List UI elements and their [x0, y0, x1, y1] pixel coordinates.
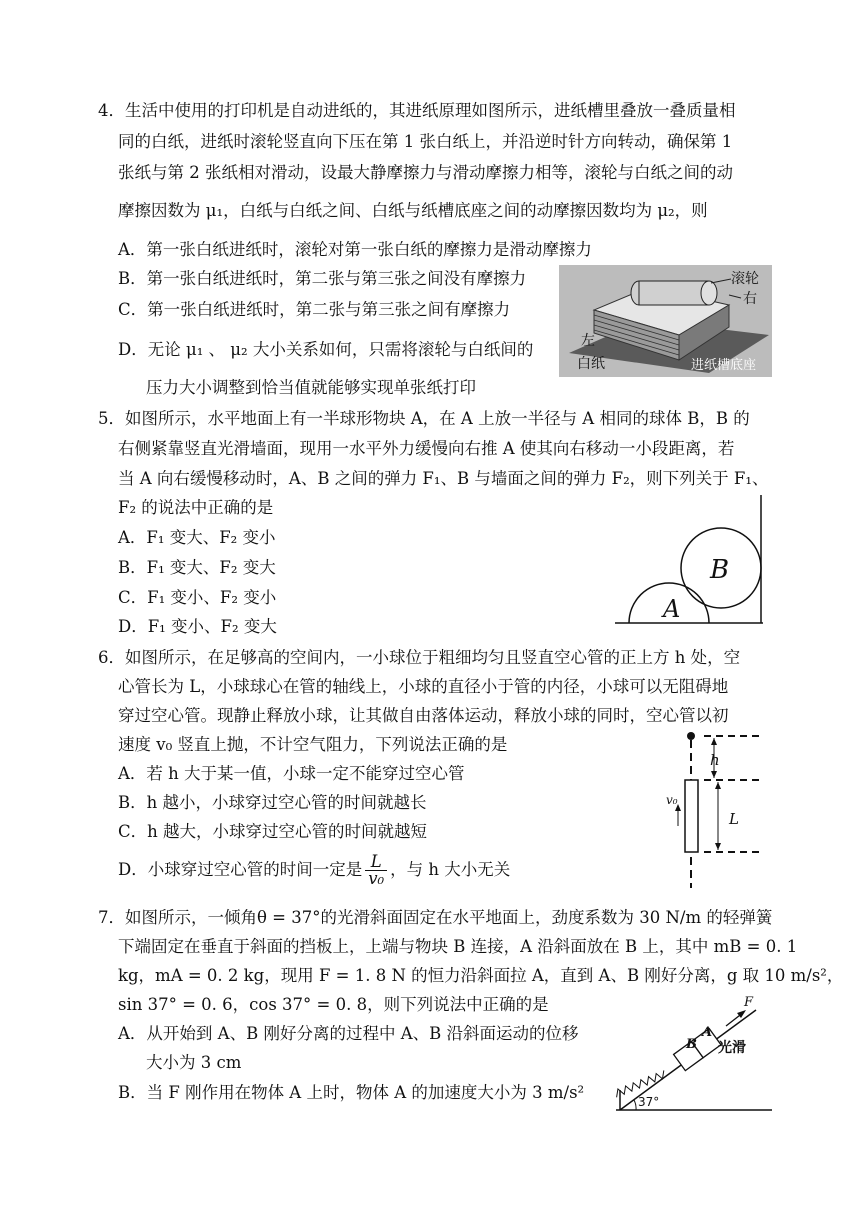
fraction-denominator: v₀: [368, 869, 385, 888]
hemisphere-sphere-figure: [615, 490, 770, 628]
right-label: 右: [743, 291, 757, 307]
q5-stem-line-3: 当 A 向右缓慢移动时，A、B 之间的弹力 F₁、B 与墙面之间的弹力 F₂，则下列关于 F₁、: [118, 469, 769, 488]
q4-option-d-line-2: 压力大小调整到恰当值就能够实现单张纸打印: [146, 378, 476, 397]
q4-stem-line-1: 4．生活中使用的打印机是自动进纸的，其进纸原理如图所示，进纸槽里叠放一叠质量相: [98, 101, 736, 120]
fraction-numerator: L: [365, 854, 387, 871]
q4-option-c: C．第一张白纸进纸时，第二张与第三张之间有摩擦力: [118, 300, 511, 319]
block-a-label: A: [702, 1025, 713, 1040]
q6-option-c: C．h 越大，小球穿过空心管的时间就越短: [118, 822, 427, 841]
q6-option-d-suffix: ，与 h 大小无关: [390, 860, 511, 879]
q5-option-a: A．F₁ 变大、F₂ 变小: [118, 528, 276, 547]
l-over-v0-fraction: [365, 854, 387, 887]
q6-stem-line-2: 心管长为 L，小球球心在管的轴线上，小球的直径小于管的内径，小球可以无阻碍地: [118, 677, 729, 696]
angle-label: 37°: [638, 1095, 660, 1109]
q6-option-a: A．若 h 大于某一值，小球一定不能穿过空心管: [118, 764, 465, 783]
incline-spring-figure: [606, 992, 774, 1114]
h-label: h: [710, 751, 720, 769]
q4-stem-line-2: 同的白纸，进纸时滚轮竖直向下压在第 1 张白纸上，并沿逆时针方向转动，确保第 1: [118, 132, 733, 151]
q7-stem-line-1: 7．如图所示，一倾角θ = 37°的光滑斜面固定在水平地面上，劲度系数为 30 N/m 的轻弹簧: [98, 908, 773, 927]
q5-stem-line-2: 右侧紧靠竖直光滑墙面，现用一水平外力缓慢向右推 A 使其向右移动一小段距离，若: [118, 439, 735, 458]
q4-stem-line-4: 摩擦因数为 μ₁，白纸与白纸之间、白纸与纸槽底座之间的动摩擦因数均为 μ₂，则: [118, 201, 708, 220]
block-b-label: B: [686, 1037, 697, 1052]
q4-option-d-line-1: D．无论 μ₁ 、 μ₂ 大小关系如何，只需将滚轮与白纸间的: [118, 340, 534, 359]
roller-label: 滚轮: [731, 271, 759, 287]
q6-option-d-prefix: D．小球穿过空心管的时间一定是: [118, 860, 363, 879]
q5-option-d: D．F₁ 变小、F₂ 变大: [118, 617, 277, 636]
base-label: 进纸槽底座: [691, 358, 757, 373]
q7-option-a-line-2: 大小为 3 cm: [146, 1053, 242, 1072]
q7-stem-line-4: sin 37° = 0. 6，cos 37° = 0. 8，则下列说法中正确的是: [118, 995, 549, 1014]
q6-option-b: B．h 越小，小球穿过空心管的时间就越长: [118, 793, 427, 812]
q6-stem-line-1: 6．如图所示，在足够高的空间内，一小球位于粗细均匀且竖直空心管的正上方 h 处，空: [98, 648, 741, 667]
q6-stem-line-4: 速度 v₀ 竖直上抛，不计空气阻力，下列说法正确的是: [118, 735, 508, 754]
force-f-label: F: [744, 995, 754, 1010]
ball-b-label: B: [710, 555, 730, 585]
block-a-label: A: [663, 595, 681, 623]
q5-stem-line-4: F₂ 的说法中正确的是: [118, 498, 274, 517]
q7-option-a-line-1: A．从开始到 A、B 刚好分离的过程中 A、B 沿斜面运动的位移: [118, 1024, 579, 1043]
ball-and-tube-figure: [664, 728, 774, 890]
q7-option-b: B．当 F 刚作用在物体 A 上时，物体 A 的加速度大小为 3 m/s²: [118, 1083, 585, 1102]
q4-option-a: A．第一张白纸进纸时，滚轮对第一张白纸的摩擦力是滑动摩擦力: [118, 240, 592, 259]
q5-option-c: C．F₁ 变小、F₂ 变小: [118, 588, 277, 607]
q6-option-d: [118, 850, 510, 890]
q4-option-b: B．第一张白纸进纸时，第二张与第三张之间没有摩擦力: [118, 269, 527, 288]
q4-stem-line-3: 张纸与第 2 张纸相对滑动，设最大静摩擦力与滑动摩擦力相等，滚轮与白纸之间的动: [118, 163, 733, 182]
q6-stem-line-3: 穿过空心管。现静止释放小球，让其做自由落体运动，释放小球的同时，空心管以初: [118, 706, 729, 725]
paper-label: 白纸: [577, 356, 605, 372]
length-l-label: L: [729, 810, 739, 828]
q7-stem-line-3: kg，mA = 0. 2 kg，现用 F = 1. 8 N 的恒力沿斜面拉 A，直到 A、B 刚好分离，g 取 10 m/s²，: [118, 966, 844, 985]
q7-stem-line-2: 下端固定在垂直于斜面的挡板上，上端与物块 B 连接，A 沿斜面放在 B 上，其中 mB = 0. 1: [118, 937, 798, 956]
q5-option-b: B．F₁ 变大、F₂ 变大: [118, 558, 276, 577]
q5-stem-line-1: 5．如图所示，水平地面上有一半球形物块 A，在 A 上放一半径与 A 相同的球体 B，B 的: [98, 409, 750, 428]
left-label: 左: [581, 333, 595, 349]
v0-label: v₀: [666, 793, 678, 807]
smooth-label: 光滑: [718, 1040, 746, 1056]
printer-feed-figure: [559, 265, 772, 377]
